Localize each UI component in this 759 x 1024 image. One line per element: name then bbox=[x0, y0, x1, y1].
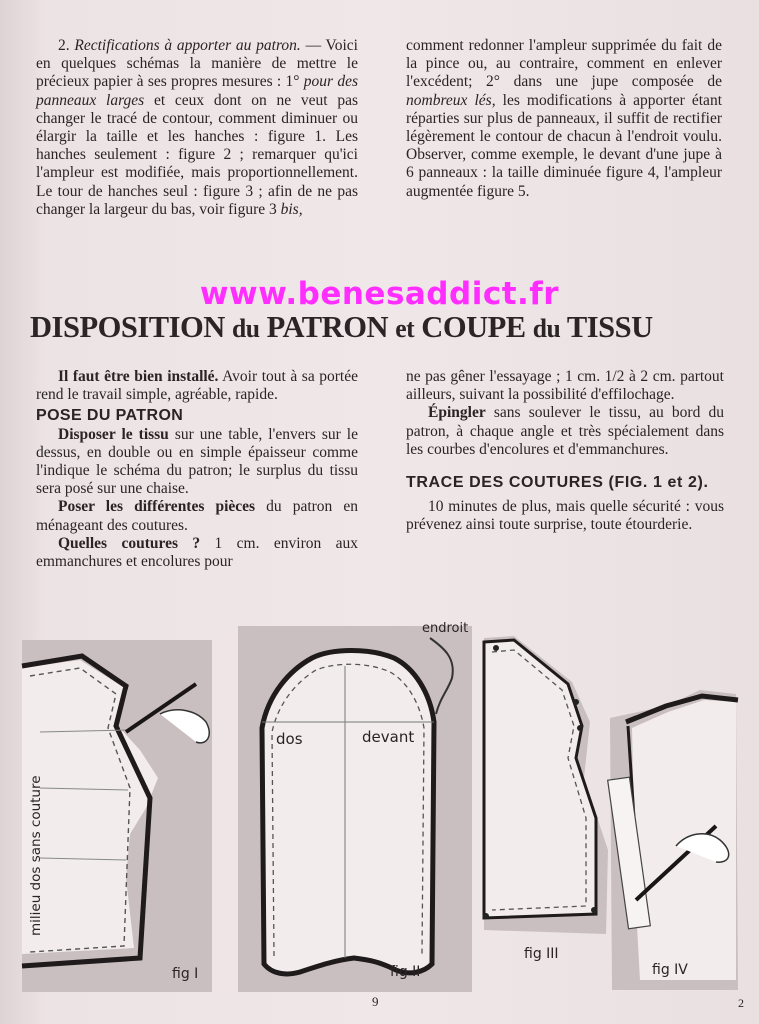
fig2-top-label: endroit bbox=[422, 621, 469, 636]
fig1-side-label: milieu dos sans couture bbox=[28, 775, 44, 936]
body-text: — Voici en quelques schémas la manière de mettre le précieux papier à ses propres mesures : 1° bbox=[36, 37, 358, 91]
headline-word: PATRON bbox=[266, 309, 389, 344]
body-text: comment redonner l'ampleur supprimée du fait de la pince ou, au contraire, comment en enlever l'excédent; 2° dans une jupe composée de bbox=[406, 37, 722, 91]
pattern-figures bbox=[0, 618, 759, 998]
bold-lead: Il faut être bien installé. bbox=[58, 368, 219, 385]
trace-des-coutures-title: TRACE DES COUTURES (FIG. 1 et 2). bbox=[406, 474, 709, 492]
italic-text: nombreux lés, bbox=[406, 91, 496, 109]
body-text: du patron en ménageant des coutures. bbox=[36, 498, 358, 534]
mid-right-column bbox=[406, 368, 724, 534]
figure-3 bbox=[483, 636, 608, 962]
bold-lead: Disposer le tissu bbox=[58, 425, 169, 443]
body-text: Avoir tout à sa portée rend le travail simple, agréable, rapide. bbox=[36, 368, 358, 404]
italic-text: pour des panneaux larges bbox=[36, 73, 358, 109]
mid-left-column bbox=[36, 368, 358, 571]
body-text: sans soulever le tissu, au bord du patron, à chaque angle et très spécialement dans les courbes d'encolures et d'emmanchures. bbox=[406, 404, 724, 458]
top-left-column bbox=[36, 37, 358, 219]
figure-1 bbox=[22, 640, 212, 992]
italic-text: bis, bbox=[280, 200, 303, 218]
page-number: 9 bbox=[372, 994, 379, 1009]
body-text: 10 minutes de plus, mais quelle sécurité : vous prévenez ainsi toute surprise, toute étourderie. bbox=[406, 498, 724, 534]
headline-word: TISSU bbox=[566, 309, 653, 344]
headline-word: du bbox=[231, 314, 260, 343]
top-right-column bbox=[406, 37, 722, 201]
fig2-devant-label: devant bbox=[362, 728, 415, 746]
corner-number: 2 bbox=[738, 996, 744, 1010]
body-text: les modifications à apporter étant réparties sur plus de panneaux, il suffit de rectifier légèrement le contour de chacun à l'endroit voulu. Observer, comme exemple, le devant d'une jupe à 6 panneaux : la taille diminuée figure 4, l'ampleur augmentée figure 5. bbox=[406, 91, 722, 200]
figure-4 bbox=[608, 690, 738, 990]
bold-lead: Quelles coutures ? bbox=[58, 534, 201, 552]
website-watermark: www.benesaddict.fr bbox=[199, 276, 560, 312]
bold-lead: Poser les différentes pièces bbox=[58, 498, 256, 516]
fig3-label: fig III bbox=[524, 946, 559, 962]
body-text: ne pas gêner l'essayage ; 1 cm. 1/2 à 2 cm. partout ailleurs, suivant la possibilité d'effilochage. bbox=[406, 368, 724, 404]
body-text: 1 cm. environ aux emmanchures et encolures pour bbox=[36, 534, 358, 571]
figure-2 bbox=[238, 621, 472, 992]
body-text: sur une table, l'envers sur le dessus, en double ou en simple épaisseur comme l'indique le schéma du patron; le surplus du tissu sera posé sur une chaise. bbox=[36, 425, 358, 498]
rectifications-title: Rectifications à apporter au patron. bbox=[74, 37, 301, 54]
headline-word: et bbox=[395, 314, 415, 343]
fig2-dos-label: dos bbox=[276, 730, 303, 748]
headline-word: du bbox=[532, 314, 561, 343]
item-number: 2. bbox=[58, 37, 75, 54]
headline-word: DISPOSITION bbox=[30, 309, 225, 344]
bold-lead: Épingler bbox=[428, 404, 486, 422]
pose-du-patron-title: POSE DU PATRON bbox=[36, 407, 184, 425]
body-text: et ceux dont on ne veut pas changer le tracé de contour, comment diminuer ou élargir la taille et les hanches : figure 1. Les hanches seulement : figure 2 ; remarquer qu'ici l'ampleur est modifiée, mais proportionnellement. Le tour de hanches seul : figure 3 ; afin de ne pas changer la largeur du bas, voir figure 3 bbox=[36, 91, 359, 218]
fig2-label: fig II bbox=[390, 964, 421, 980]
section-headline bbox=[30, 309, 720, 345]
fig4-label: fig IV bbox=[652, 962, 688, 978]
headline-word: COUPE bbox=[421, 309, 526, 344]
fig1-label: fig I bbox=[172, 966, 199, 982]
